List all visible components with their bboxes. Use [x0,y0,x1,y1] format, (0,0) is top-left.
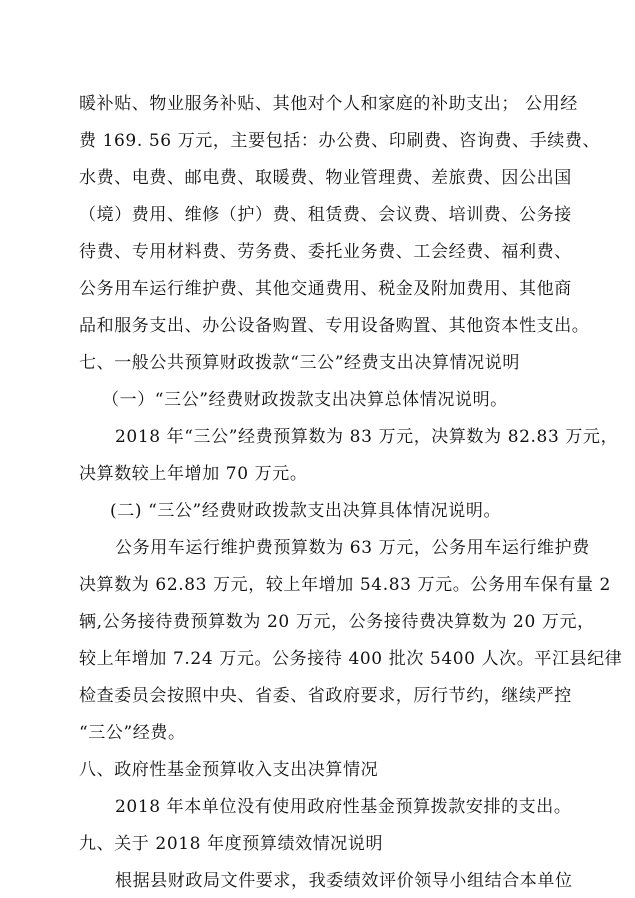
section-heading-8: 八、政府性基金预算收入支出决算情况 [79,760,379,780]
subsection-heading-7-2: (二) “三公”经费财政拨款支出决算具体情况说明。 [110,501,502,521]
text-line-2: 费 169. 56 万元，主要包括：办公费、印刷费、咨询费、手续费、 [79,131,601,151]
text-line-6: 公务用车运行维护费、其他交通费用、税金及附加费用、其他商 [79,279,572,299]
text-line-22: 根据县财政局文件要求，我委绩效评价领导小组结合本单位 [115,871,573,891]
text-line-15: 辆,公务接待费预算数为 20 万元，公务接待费决算数为 20 万元， [79,612,595,632]
subsection-heading-7-1: （一）“三公”经费财政拨款支出决算总体情况说明。 [102,390,508,410]
text-line-3: 水费、电费、邮电费、取暖费、物业管理费、差旅费、因公出国 [79,168,572,188]
text-line-7: 品和服务支出、办公设备购置、专用设备购置、其他资本性支出。 [79,316,590,336]
text-line-1: 暖补贴、物业服务补贴、其他对个人和家庭的补助支出； 公用经 [79,94,578,114]
text-line-16: 较上年增加 7.24 万元。公务接待 400 批次 5400 人次。平江县纪律 [79,649,623,669]
text-line-4: （境）费用、维修（护）费、租赁费、会议费、培训费、公务接 [79,205,572,225]
section-heading-7: 七、一般公共预算财政拨款“三公”经费支出决算情况说明 [79,353,520,373]
text-line-18: “三公”经费。 [79,723,186,743]
text-line-20: 2018 年本单位没有使用政府性基金预算拨款安排的支出。 [115,797,572,817]
text-line-10: 2018 年“三公”经费预算数为 83 万元，决算数为 82.83 万元， [115,427,619,447]
text-line-17: 检查委员会按照中央、省委、省政府要求，厉行节约，继续严控 [79,686,572,706]
section-heading-9: 九、关于 2018 年度预算绩效情况说明 [79,834,384,854]
text-line-5: 待费、专用材料费、劳务费、委托业务费、工会经费、福利费、 [79,242,572,262]
text-line-11: 决算数较上年增加 70 万元。 [79,464,308,484]
text-line-13: 公务用车运行维护费预算数为 63 万元，公务用车运行维护费 [115,538,590,558]
text-line-14: 决算数为 62.83 万元，较上年增加 54.83 万元。公务用车保有量 2 [79,575,611,595]
